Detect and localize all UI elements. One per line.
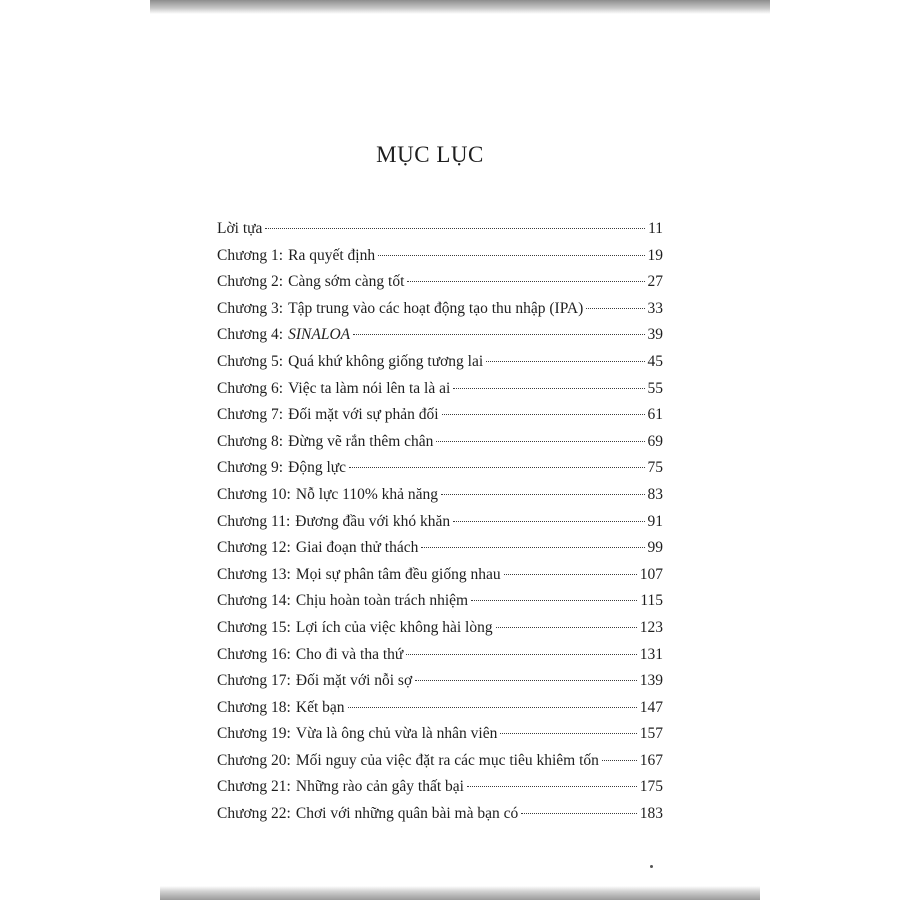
page-title: MỤC LỤC: [376, 142, 484, 167]
chapter-number: Chương 17:: [217, 672, 291, 690]
dot-leader: [453, 388, 644, 389]
page-number: 167: [639, 751, 663, 769]
page-number: 11: [648, 220, 663, 237]
chapter-number: Chương 4:: [217, 326, 284, 344]
page-number: 19: [647, 246, 663, 264]
chapter-title: Lợi ích của việc không hài lòng: [295, 618, 493, 636]
toc-entry-label: [217, 535, 418, 562]
dot-leader: [436, 441, 644, 442]
page-number: 183: [639, 805, 663, 823]
toc-entry: [217, 322, 663, 349]
toc-entry: [217, 721, 663, 748]
chapter-title: Quá khứ không giống tương lai: [288, 352, 484, 370]
dot-leader: [453, 521, 644, 522]
dot-leader: [415, 680, 637, 681]
chapter-title: Đối mặt với sự phản đối: [288, 406, 439, 424]
toc-entry: [217, 774, 663, 801]
toc-entry: [217, 615, 663, 642]
chapter-number: Chương 21:: [217, 778, 291, 796]
chapter-number: Chương 15:: [217, 618, 291, 636]
chapter-number: Chương 22:: [217, 805, 291, 823]
dot-leader: [378, 255, 644, 256]
dot-leader: [421, 547, 644, 548]
toc-entry: [217, 535, 663, 562]
toc-entry-label: [217, 243, 375, 270]
toc-entry-label: [217, 455, 346, 482]
toc-entry-label: [217, 429, 433, 456]
chapter-title: Tập trung vào các hoạt động tạo thu nhập (IPA): [288, 299, 584, 317]
page-number: 69: [647, 432, 663, 450]
page-number: 131: [639, 645, 663, 663]
chapter-number: Chương 14:: [217, 592, 291, 610]
toc-entry-label: [217, 588, 468, 615]
dot-leader: [500, 733, 636, 734]
chapter-number: Chương 13:: [217, 565, 291, 583]
toc-entry-label: [217, 642, 403, 669]
chapter-title: Đương đầu với khó khăn: [295, 512, 451, 530]
page-number: 157: [639, 725, 663, 743]
page-number: 115: [640, 592, 663, 610]
page-number: 99: [647, 539, 663, 557]
toc-entry: [217, 376, 663, 403]
chapter-number: Chương 11:: [217, 512, 291, 530]
toc-entry-label: [217, 402, 439, 429]
chapter-title: Mối nguy của việc đặt ra các mục tiêu khiêm tốn: [295, 751, 599, 769]
page-number: 147: [639, 698, 663, 716]
table-of-contents: [217, 216, 663, 828]
toc-entry-label: [217, 748, 599, 775]
chapter-title: Những rào cản gây thất bại: [295, 778, 464, 796]
chapter-title: Đối mặt với nỗi sợ: [295, 672, 413, 690]
toc-entry-label: [217, 269, 404, 296]
page-number: 107: [639, 565, 663, 583]
toc-entry: [217, 429, 663, 456]
page-number: 175: [639, 778, 663, 796]
chapter-title: Mọi sự phân tâm đều giống nhau: [295, 565, 501, 583]
page-number: 91: [647, 512, 663, 530]
toc-entry-label: [217, 296, 583, 323]
toc-entry: [217, 509, 663, 536]
dot-leader: [406, 654, 636, 655]
page-number: 39: [647, 326, 663, 344]
page-number: 139: [639, 672, 663, 690]
chapter-title: Chơi với những quân bài mà bạn có: [295, 805, 519, 823]
page-number: 61: [647, 406, 663, 424]
chapter-title: Kết bạn: [295, 698, 345, 716]
toc-entry: [217, 455, 663, 482]
toc-entry-label: [217, 482, 438, 509]
toc-entry: [217, 269, 663, 296]
dot-leader: [467, 786, 637, 787]
chapter-title: Việc ta làm nói lên ta là ai: [288, 379, 451, 397]
dot-leader: [602, 760, 637, 761]
page-number: 27: [647, 273, 663, 291]
dot-leader: [504, 574, 637, 575]
toc-entry: [217, 216, 663, 243]
page-number: 55: [647, 379, 663, 397]
chapter-title: Vừa là ông chủ vừa là nhân viên: [295, 725, 498, 743]
toc-entry: [217, 243, 663, 270]
chapter-title: Nỗ lực 110% khả năng: [295, 485, 439, 503]
chapter-number: Chương 9:: [217, 459, 284, 477]
chapter-number: Chương 10:: [217, 485, 291, 503]
chapter-title: Giai đoạn thử thách: [295, 539, 419, 557]
toc-entry-label: [217, 615, 493, 642]
page-number: 75: [647, 459, 663, 477]
toc-entry: [217, 562, 663, 589]
toc-entry: [217, 801, 663, 828]
toc-entry: [217, 748, 663, 775]
dot-leader: [265, 228, 645, 229]
chapter-number: Chương 8:: [217, 432, 284, 450]
dot-leader: [353, 334, 644, 335]
chapter-title: SINALOA: [288, 326, 351, 344]
page-number: 45: [647, 352, 663, 370]
toc-entry-label: [217, 216, 262, 243]
toc-entry-label: [217, 562, 501, 589]
dot-leader: [349, 467, 644, 468]
toc-entry: [217, 588, 663, 615]
chapter-title: Động lực: [288, 459, 347, 477]
page-edge-shadow-bottom: [160, 886, 760, 900]
chapter-number: Chương 19:: [217, 725, 291, 743]
toc-entry: [217, 482, 663, 509]
dot-leader: [486, 361, 644, 362]
page-number: 33: [647, 299, 663, 317]
chapter-number: Chương 1:: [217, 246, 284, 264]
chapter-number: Chương 6:: [217, 379, 284, 397]
toc-entry-label: [217, 376, 450, 403]
toc-entry-label: [217, 695, 345, 722]
chapter-number: Chương 2:: [217, 273, 284, 291]
dot-leader: [471, 600, 637, 601]
paper-speck: [650, 865, 653, 868]
page-number: 83: [647, 485, 663, 503]
chapter-title: Chịu hoàn toàn trách nhiệm: [295, 592, 469, 610]
chapter-title: Càng sớm càng tốt: [288, 273, 405, 291]
chapter-title: Cho đi và tha thứ: [295, 645, 404, 663]
dot-leader: [496, 627, 637, 628]
chapter-title: Ra quyết định: [288, 246, 376, 264]
dot-leader: [407, 281, 644, 282]
toc-entry-label: [217, 349, 483, 376]
dot-leader: [586, 308, 644, 309]
chapter-number: Chương 7:: [217, 406, 284, 424]
toc-entry: [217, 695, 663, 722]
dot-leader: [521, 813, 636, 814]
toc-entry: [217, 642, 663, 669]
toc-entry: [217, 349, 663, 376]
toc-entry-label: [217, 322, 350, 349]
dot-leader: [441, 494, 644, 495]
dot-leader: [442, 414, 645, 415]
toc-entry: [217, 296, 663, 323]
toc-entry: [217, 668, 663, 695]
page-number: 123: [639, 618, 663, 636]
chapter-title: Đừng vẽ rắn thêm chân: [288, 432, 434, 450]
chapter-number: Chương 5:: [217, 352, 284, 370]
toc-entry: [217, 402, 663, 429]
toc-entry-label: [217, 509, 450, 536]
chapter-number: Chương 18:: [217, 698, 291, 716]
toc-entry-label: [217, 721, 497, 748]
chapter-number: Chương 16:: [217, 645, 291, 663]
chapter-number: Chương 12:: [217, 539, 291, 557]
chapter-number: Chương 20:: [217, 751, 291, 769]
toc-entry-label: [217, 774, 464, 801]
dot-leader: [348, 707, 637, 708]
toc-entry-label: [217, 801, 518, 828]
chapter-number: Chương 3:: [217, 299, 284, 317]
page-edge-shadow-top: [150, 0, 770, 14]
toc-entry-label: [217, 668, 412, 695]
chapter-number: Lời tựa: [217, 220, 263, 237]
